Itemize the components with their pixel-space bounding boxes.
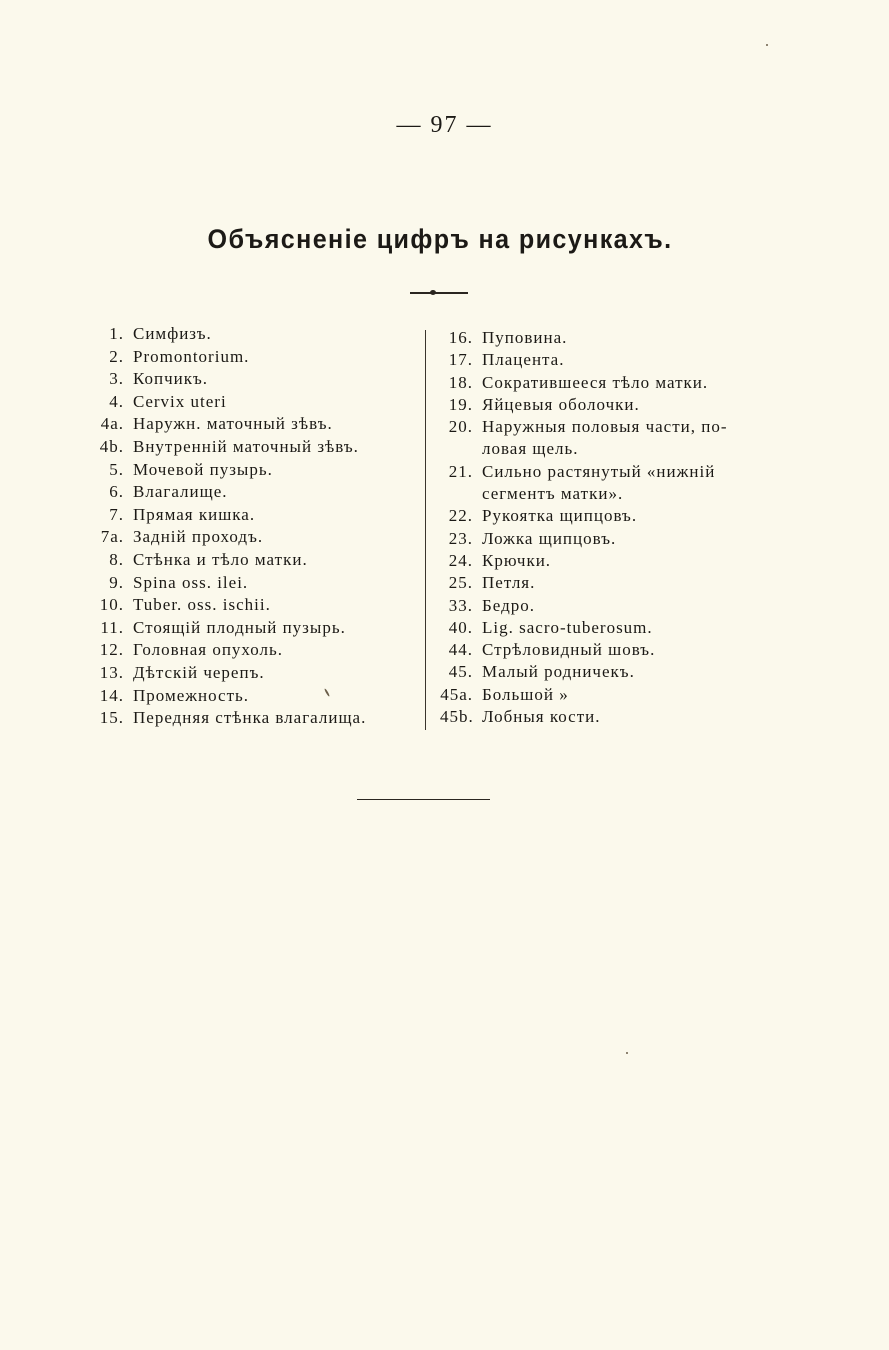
entry-number: 4.: [109, 391, 124, 411]
legend-entry: [88, 572, 428, 595]
entry-number: 20.: [448, 417, 473, 437]
legend-right-column: [440, 327, 800, 728]
ink-speck: [626, 1052, 628, 1054]
entry-label: Задній проходъ.: [133, 527, 264, 547]
entry-number: 40.: [448, 617, 473, 637]
entry-number: 1.: [109, 324, 124, 343]
entry-number: 6.: [109, 482, 124, 502]
legend-entry-continuation: [440, 438, 800, 460]
legend-entry: [440, 505, 800, 527]
entry-number: 8.: [109, 549, 124, 569]
entry-number: 11.: [100, 617, 124, 637]
legend-entry: [88, 346, 428, 369]
entry-label: сегментъ матки».: [482, 484, 624, 504]
entry-label: Стоящій плодный пузырь.: [133, 617, 346, 637]
legend-entry: [440, 706, 800, 728]
entry-label: Spina oss. ilei.: [133, 572, 249, 592]
entry-label: Прямая кишка.: [133, 504, 256, 524]
entry-label: Головная опухоль.: [133, 640, 284, 660]
entry-label: Lig. sacro-tuberosum.: [482, 617, 653, 637]
entry-number: 10.: [99, 595, 124, 615]
entry-label: Копчикъ.: [133, 369, 209, 389]
entry-number: 5.: [109, 459, 124, 479]
title-ornament: [410, 292, 468, 294]
entry-label: Большой »: [482, 684, 569, 704]
entry-number: 19.: [448, 394, 473, 414]
entry-label: Пуповина.: [482, 328, 568, 347]
page-number: — 97 —: [396, 112, 493, 138]
legend-entry-continuation: [440, 483, 800, 505]
legend-entry: [440, 572, 800, 594]
entry-number: 7a.: [100, 527, 124, 547]
legend-entry: [88, 391, 428, 414]
column-divider: [425, 330, 426, 730]
entry-number: 33.: [448, 595, 473, 615]
entry-label: Малый родничекъ.: [482, 662, 635, 682]
entry-number: 45.: [448, 662, 473, 682]
legend-entry: [88, 685, 428, 708]
legend-entry: [440, 372, 800, 394]
legend-entry: [440, 327, 800, 349]
legend-entry: [88, 504, 428, 527]
entry-label: Сильно растянутый «нижній: [482, 461, 716, 481]
entry-number: 24.: [448, 550, 473, 570]
entry-label: Мочевой пузырь.: [133, 459, 273, 479]
page-title: Объясненіе цифръ на рисункахъ.: [207, 224, 673, 254]
legend-entry: [88, 707, 428, 730]
legend-entry: [88, 639, 428, 662]
legend-entry: [440, 617, 800, 639]
legend-entry: [88, 481, 428, 504]
entry-number: 14.: [99, 685, 124, 705]
entry-number: 44.: [448, 640, 473, 660]
entry-label: Петля.: [482, 573, 536, 593]
legend-entry: [88, 526, 428, 549]
entry-label: Влагалище.: [133, 482, 228, 502]
entry-label: Бедро.: [482, 595, 535, 615]
entry-number: 18.: [448, 372, 473, 392]
entry-number: 23.: [448, 528, 473, 548]
entry-label: Промежность.: [133, 685, 250, 705]
entry-label: Передняя стѣнка влагалища.: [133, 708, 367, 728]
entry-number: 7.: [109, 504, 124, 524]
entry-number: 45b.: [440, 707, 474, 727]
entry-number: 21.: [448, 461, 473, 481]
legend-entry: [88, 617, 428, 640]
entry-label: Наружн. маточный зѣвъ.: [133, 414, 333, 434]
entry-number: 2.: [109, 346, 124, 366]
entry-label: Плацента.: [482, 350, 565, 370]
entry-number: 17.: [448, 350, 473, 370]
entry-label: Стѣнка и тѣло матки.: [133, 549, 308, 569]
entry-number: 9.: [109, 572, 124, 592]
entry-number: 25.: [448, 573, 473, 593]
entry-number: 3.: [109, 369, 124, 389]
legend-entry: [440, 684, 800, 706]
entry-number: 12.: [99, 640, 124, 660]
entry-label: Ложка щипцовъ.: [482, 528, 617, 548]
legend-entry: [88, 436, 428, 459]
entry-label: Сократившееся тѣло матки.: [482, 372, 709, 392]
legend-entry: [88, 368, 428, 391]
entry-label: Лобныя кости.: [482, 707, 601, 727]
legend-entry: [440, 550, 800, 572]
entry-label: Дѣтскій черепъ.: [133, 662, 265, 682]
entry-label: Наружныя половыя части, по-: [482, 417, 728, 437]
entry-label: Стрѣловидный шовъ.: [482, 640, 656, 660]
entry-number: 45a.: [440, 684, 473, 704]
entry-number: 22.: [448, 506, 473, 526]
legend-entry: [440, 528, 800, 550]
entry-label: Внутренній маточный зѣвъ.: [133, 436, 359, 456]
ink-speck: [766, 44, 768, 46]
legend-entry: [440, 416, 800, 438]
legend-entry: [88, 459, 428, 482]
legend-entry: [88, 549, 428, 572]
legend-entry: [440, 595, 800, 617]
legend-entry: [440, 639, 800, 661]
closing-rule: [357, 799, 490, 800]
legend-entry: [88, 594, 428, 617]
legend-entry: [440, 461, 800, 483]
entry-number: 16.: [448, 328, 473, 347]
entry-label: Cervix uteri: [133, 391, 227, 411]
entry-label: ловая щель.: [482, 439, 579, 459]
entry-label: Яйцевыя оболочки.: [482, 394, 640, 414]
legend-left-column: [88, 323, 428, 730]
entry-label: Симфизъ.: [133, 324, 212, 343]
entry-number: 4b.: [99, 436, 124, 456]
entry-number: 4a.: [100, 414, 124, 434]
legend-entry: [88, 413, 428, 436]
legend-entry: [440, 661, 800, 683]
entry-label: Tuber. oss. ischii.: [133, 595, 271, 615]
entry-number: 15.: [99, 708, 124, 728]
legend-entry: [440, 349, 800, 371]
entry-label: Promontorium.: [133, 346, 250, 366]
entry-number: 13.: [99, 662, 124, 682]
legend-entry: [440, 394, 800, 416]
legend-entry: [88, 323, 428, 346]
entry-label: Крючки.: [482, 550, 552, 570]
legend-entry: [88, 662, 428, 685]
entry-label: Рукоятка щипцовъ.: [482, 506, 638, 526]
